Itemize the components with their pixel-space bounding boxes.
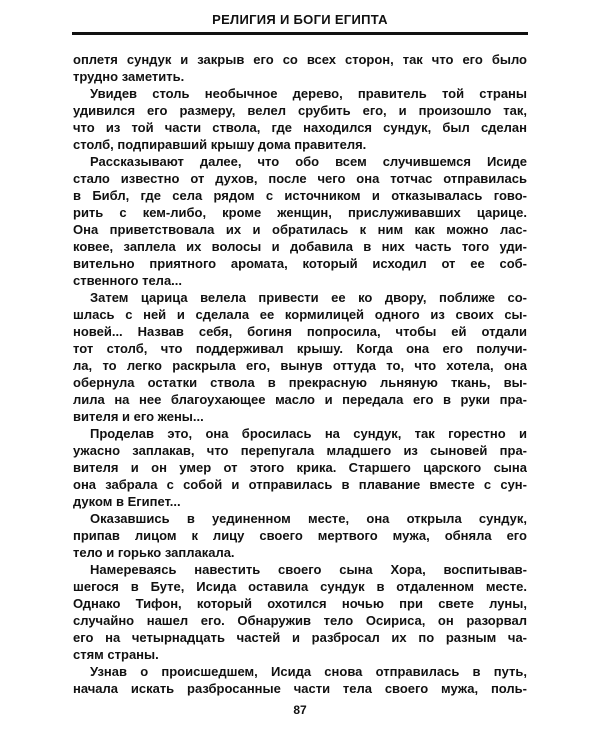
paragraph [73, 425, 527, 510]
text-line: оплетя сундук и закрыв его со всех сторон, так что его было [73, 52, 527, 67]
text-line: стало известно от духов, после чего она тотчас отправилась [73, 171, 527, 186]
text-line: случайно нашел его. Обнаружив тело Осириса, он разорвал [73, 613, 527, 628]
text-line: что из той части ствола, где находился сундук, был сделан [73, 120, 527, 135]
text-line: Узнав о происшедшем, Исида снова отправилась в путь, [90, 664, 527, 679]
text-line: лила на нее благоухающее масло и передала его в руки пра- [73, 392, 527, 407]
header-rule [72, 32, 528, 35]
text-line: тот столб, что поддерживал крышу. Когда она его получи- [73, 341, 527, 356]
paragraph [73, 85, 527, 153]
paragraph [73, 289, 527, 425]
text-line: начала искать разбросанные части тела своего мужа, поль- [73, 681, 527, 696]
paragraph [73, 51, 527, 85]
text-line: вителя и его жены... [73, 409, 204, 424]
text-line: ужасно заплакав, что перепугала младшего из сыновей пра- [73, 443, 527, 458]
text-line: столб, подпиравший крышу дома правителя. [73, 137, 367, 152]
text-line: она забрала с собой и отправилась в плавание вместе с сун- [73, 477, 527, 492]
text-line: вителя и он умер от этого крика. Старшего царского сына [73, 460, 527, 475]
text-line: Увидев столь необычное дерево, правитель той страны [90, 86, 527, 101]
text-line: тело и горько заплакала. [73, 545, 235, 560]
running-head-title: РЕЛИГИЯ И БОГИ ЕГИПТА [212, 12, 388, 27]
paragraph [73, 510, 527, 561]
page-number: 87 [293, 703, 307, 717]
text-line: его на четырнадцать частей и разбросал их по разным ча- [73, 630, 527, 645]
text-line: новей... Назвав себя, богиня попросила, чтобы ей отдали [73, 324, 527, 339]
text-line: стям страны. [73, 647, 159, 662]
text-line: обернула остатки ствола в прекрасную льняную ткань, вы- [73, 375, 527, 390]
text-line: ковее, заплела их волосы и добавила в них часть того уди- [73, 239, 527, 254]
text-line: вительно приятного аромата, который исходил от ее соб- [73, 256, 527, 271]
text-line: Однако Тифон, который охотился ночью при свете луны, [73, 596, 527, 611]
text-line: рить с кем-либо, кроме женщин, прислуживавших царице. [73, 205, 527, 220]
text-line: шлась с ней и сделала ее кормилицей одного из своих сы- [73, 307, 527, 322]
paragraph [73, 153, 527, 289]
text-line: припав лицом к лицу своего мертвого мужа, обняла его [73, 528, 527, 543]
text-line: Рассказывают далее, что обо всем случившемся Исиде [90, 154, 527, 169]
body-text [73, 51, 527, 697]
paragraph [73, 663, 527, 697]
text-line: ственного тела... [73, 273, 183, 288]
text-line: в Библ, где села рядом с источником и отказывалась гово- [73, 188, 527, 203]
text-line: удивился его размеру, велел срубить его, и произошло так, [73, 103, 527, 118]
text-line: Намереваясь навестить своего сына Хора, воспитывав- [90, 562, 527, 577]
text-line: дуком в Египет... [73, 494, 181, 509]
text-line: трудно заметить. [73, 69, 185, 84]
text-line: Она приветствовала их и обратилась к ним как можно лас- [73, 222, 527, 237]
text-line: шегося в Буте, Исида оставила сундук в отдаленном месте. [73, 579, 527, 594]
text-line: Затем царица велела привести ее ко двору, поближе со- [90, 290, 527, 305]
paragraph [73, 561, 527, 663]
text-line: Проделав это, она бросилась на сундук, так горестно и [90, 426, 527, 441]
text-line: Оказавшись в уединенном месте, она открыла сундук, [90, 511, 527, 526]
text-line: ла, то легко раскрыла его, вынув оттуда то, что хотела, она [73, 358, 527, 373]
